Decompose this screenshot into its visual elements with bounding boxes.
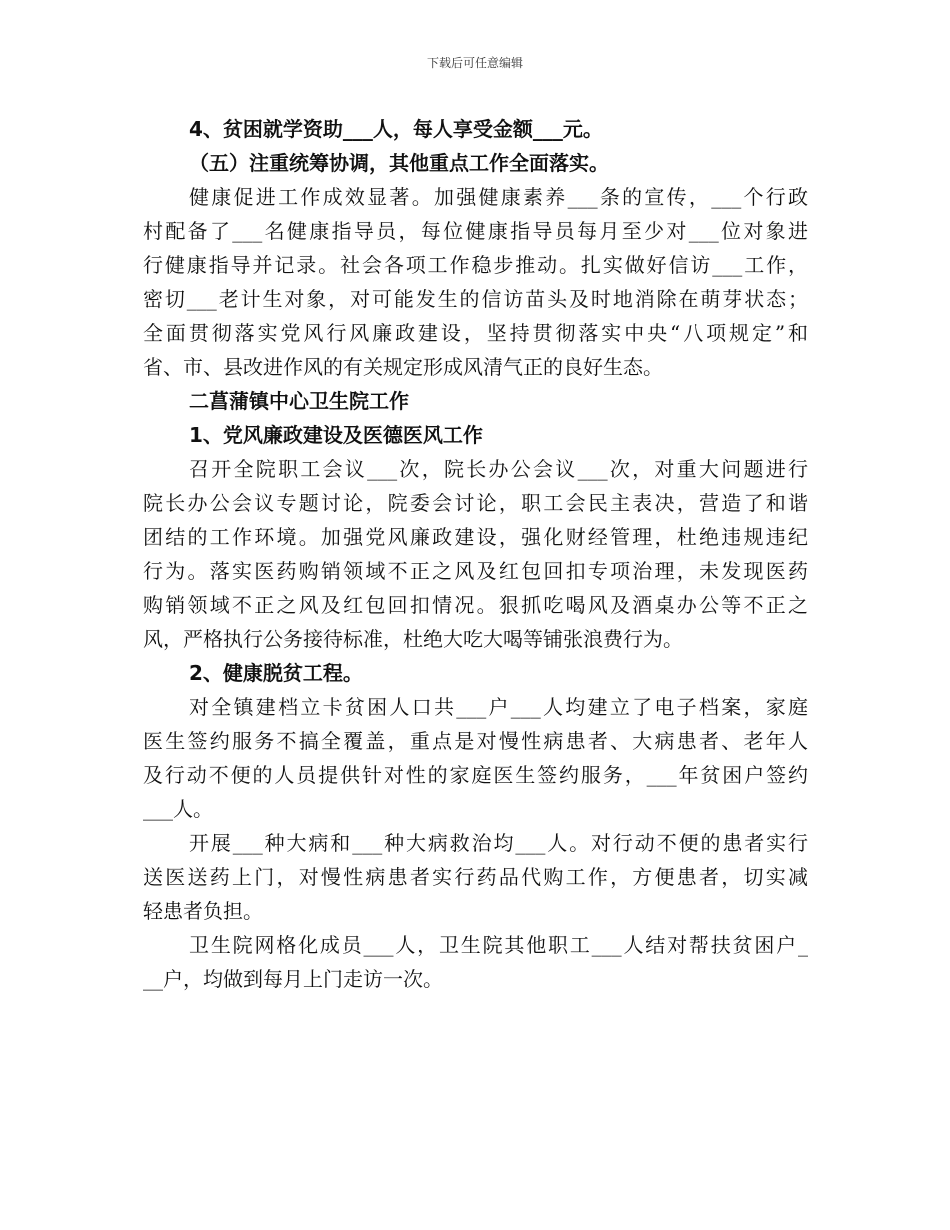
paragraph-grid-members: [143, 928, 808, 996]
paragraph-line: 开展___种大病和___种大病救治均___人。对行动不便的患者实行: [189, 831, 808, 855]
paragraph-health-poverty: [143, 690, 808, 826]
paragraph-line: 购销领域不正之风及红包回扣情况。狠抓吃喝风及酒桌办公等不正之: [143, 593, 808, 617]
paragraph-line: 对全镇建档立卡贫困人口共___户___人均建立了电子档案，家庭: [189, 695, 808, 719]
paragraph-health-promotion: [143, 180, 808, 384]
heading-part-2: 二菖蒲镇中心卫生院工作: [189, 389, 409, 413]
paragraph-line: 村配备了___名健康指导员，每位健康指导员每月至少对___位对象进: [143, 219, 808, 243]
paragraph-line: 轻患者负担。: [143, 899, 263, 923]
paragraph-line: 密切___老计生对象，对可能发生的信访苗头及时地消除在萌芽状态；: [143, 287, 808, 311]
page-header-note: 下载后可任意编辑: [426, 56, 523, 70]
paragraph-party-conduct: [143, 452, 808, 656]
paragraph-line: 行为。落实医药购销领域不正之风及红包回扣专项治理，未发现医药: [143, 559, 808, 583]
paragraph-line: 省、市、县改进作风的有关规定形成风清气正的良好生态。: [143, 355, 663, 379]
paragraph-disease-treatment: [143, 826, 808, 928]
heading-item-1: 1、党风廉政建设及医德医风工作: [189, 423, 483, 447]
paragraph-line: 卫生院网格化成员___人，卫生院其他职工___人结对帮扶贫困户_: [189, 933, 808, 957]
paragraph-line: 医生签约服务不搞全覆盖，重点是对慢性病患者、大病患者、老年人: [143, 729, 808, 753]
heading-poverty-education: 4、贫困就学资助___人，每人享受金额___元。: [189, 117, 603, 141]
paragraph-line: 及行动不便的人员提供针对性的家庭医生签约服务，___年贫困户签约: [143, 763, 808, 787]
heading-section-5: （五）注重统筹协调，其他重点工作全面落实。: [189, 151, 609, 175]
paragraph-line: 健康促进工作成效显著。加强健康素养___条的宣传，___个行政: [189, 185, 808, 209]
heading-item-2: 2、健康脱贫工程。: [189, 661, 363, 685]
paragraph-line: 召开全院职工会议___次，院长办公会议___次，对重大问题进行: [189, 457, 808, 481]
paragraph-line: 送医送药上门，对慢性病患者实行药品代购工作，方便患者，切实减: [143, 865, 808, 889]
paragraph-line: 风，严格执行公务接待标准，杜绝大吃大喝等铺张浪费行为。: [143, 627, 683, 651]
paragraph-line: 全面贯彻落实党风行风廉政建设，坚持贯彻落实中央“八项规定”和: [143, 321, 808, 345]
paragraph-line: 团结的工作环境。加强党风廉政建设，强化财经管理，杜绝违规违纪: [143, 525, 808, 549]
paragraph-line: ___人。: [143, 797, 213, 821]
paragraph-line: 院长办公会议专题讨论，院委会讨论，职工会民主表决，营造了和谐: [143, 491, 808, 515]
paragraph-line: __户，均做到每月上门走访一次。: [143, 967, 443, 991]
document-body: [143, 112, 808, 996]
paragraph-line: 行健康指导并记录。社会各项工作稳步推动。扎实做好信访___工作，: [143, 253, 808, 277]
